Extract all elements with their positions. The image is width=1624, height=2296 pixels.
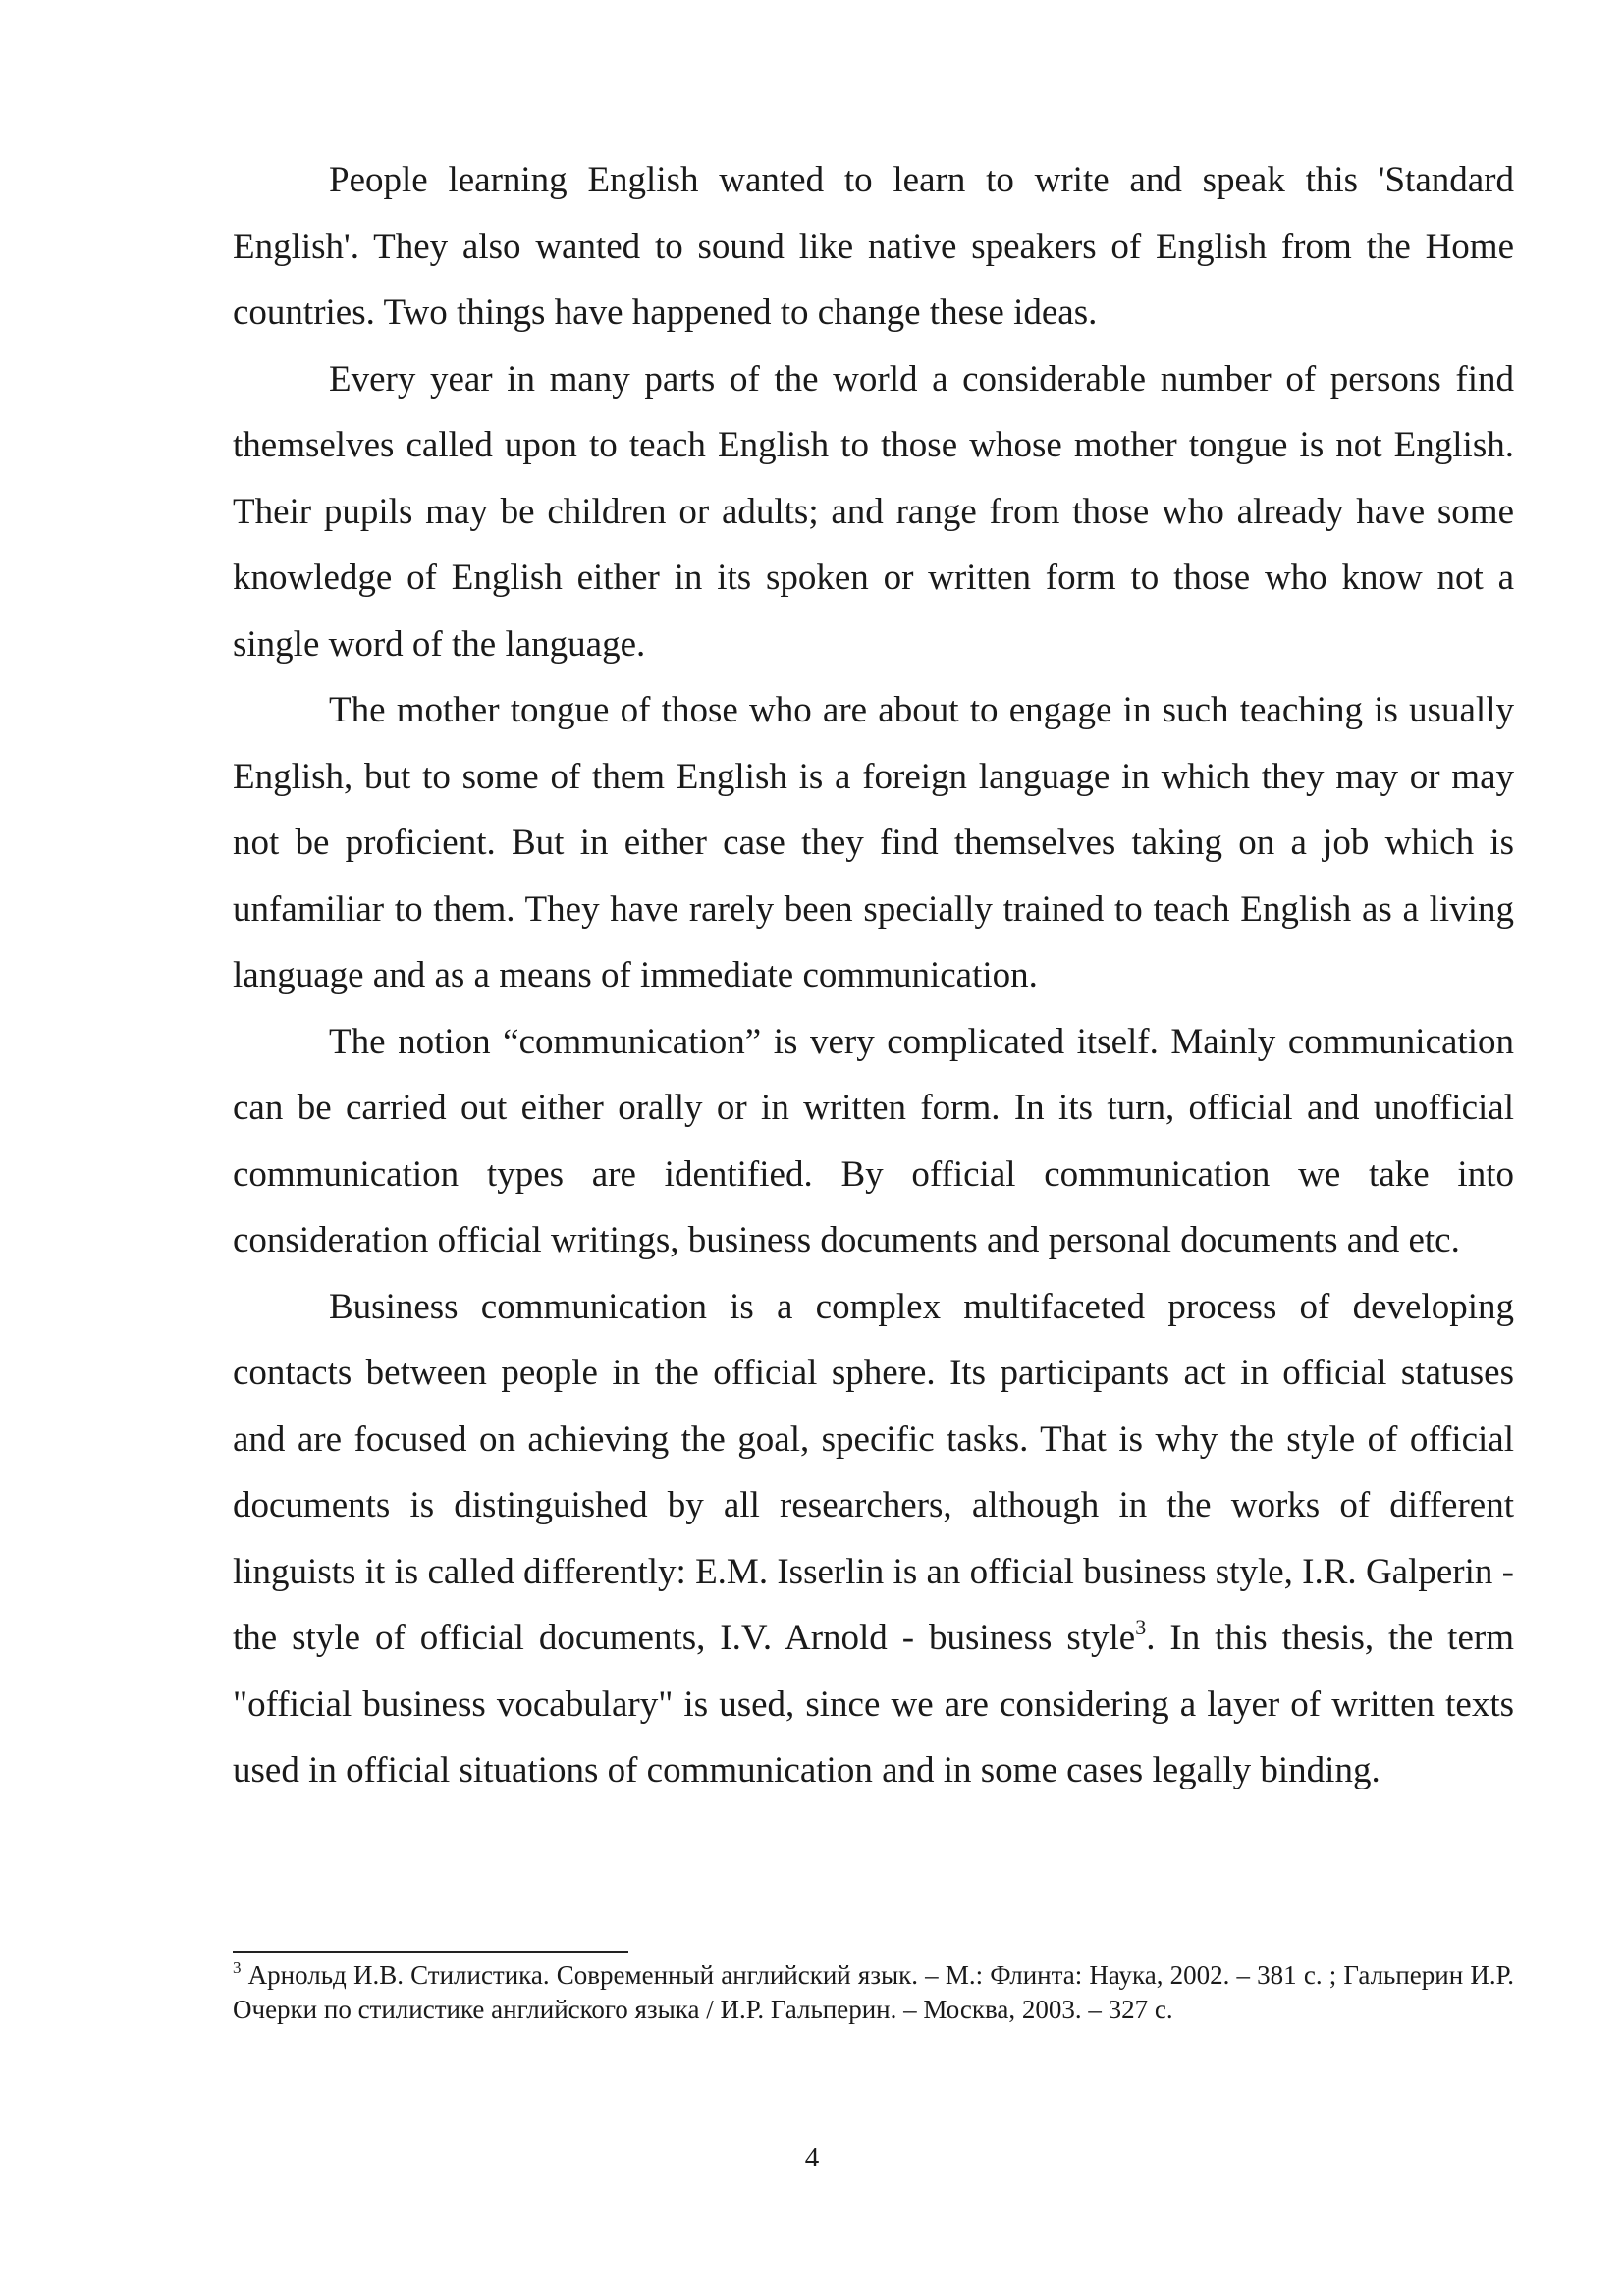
paragraph-2: Every year in many parts of the world a considerable number of persons find themselves called upon to teach English to those whose mother tongue is not English. Their pupils may be children or adults; and range from those who already have some knowledge of English either in its spoken or written form to those who know not a single word of the language. [233,358,1514,665]
paragraph-5-text-after-ref: . In this thesis, the term "official business vocabulary" is used, since we are considering a layer of written texts used in official situations of communication and in some cases legally binding. [233,1618,1514,1790]
footnote [233,1958,1514,2027]
footnote-separator [233,1951,628,1953]
footnote-marker: 3 [233,1958,242,1977]
paragraph-1: People learning English wanted to learn to write and speak this 'Standard English'. They also wanted to sound like native speakers of English from the Home countries. Two things have happened to change these ideas. [233,160,1514,333]
page-number: 4 [804,2142,820,2173]
main-text [233,147,1514,1804]
paragraph-3: The mother tongue of those who are about to engage in such teaching is usually English, but to some of them English is a foreign language in which they may or may not be proficient. But in either case they find themselves taking on a job which is unfamiliar to them. They have rarely been specially trained to teach English as a living language and as a means of immediate communication. [233,690,1514,995]
footnote-text: Арнольд И.В. Стилистика. Современный английский язык. – М.: Флинта: Наука, 2002. – 381 с. ; Гальперин И.Р. Очерки по стилистике английского языка / И.Р. Гальперин. – Москва, 2003. – 327 с. [233,1960,1514,2024]
footnote-reference: 3 [1135,1614,1147,1639]
paragraph-5-text-before-ref: Business communication is a complex multifaceted process of developing contacts between people in the official sphere. Its participants act in official statuses and are focused on achieving the goal, specific tasks. That is why the style of official documents is distinguished by all researchers, although in the works of different linguists it is called differently: E.M. Isserlin is an official business style, I.R. Galperin - the style of official documents, I.V. Arnold - business style [233,1286,1514,1658]
paragraph-4: The notion “communication” is very complicated itself. Mainly communication can be carried out either orally or in written form. In its turn, official and unofficial communication types are identified. By official communication we take into consideration official writings, business documents and personal documents and etc. [233,1021,1514,1260]
paragraph-5 [233,1274,1514,1804]
